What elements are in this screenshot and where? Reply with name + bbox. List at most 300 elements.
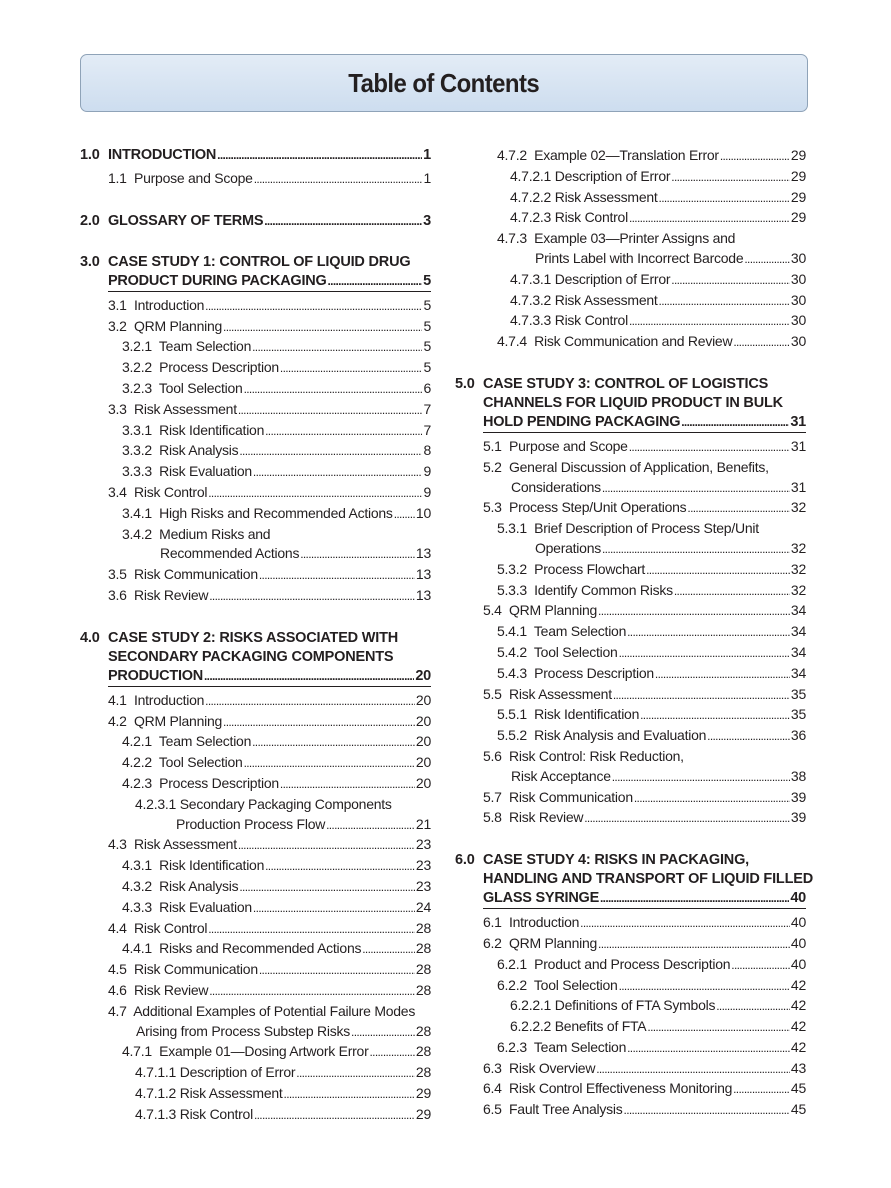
- toc-entry[interactable]: [80, 753, 431, 774]
- toc-entry[interactable]: [80, 981, 431, 1002]
- toc-entry-line: [455, 478, 806, 499]
- entry-label: 4.7.3.3 Risk Control: [510, 312, 628, 329]
- toc-title-banner: [80, 54, 808, 112]
- toc-entry[interactable]: [455, 560, 806, 581]
- toc-entry[interactable]: [80, 835, 431, 856]
- toc-entry[interactable]: [455, 581, 806, 602]
- toc-entry-line: [80, 712, 431, 733]
- dot-leader: [647, 1018, 790, 1038]
- toc-entry-line: [80, 835, 431, 856]
- toc-entry[interactable]: [80, 691, 431, 712]
- dot-leader: [252, 733, 415, 753]
- dot-leader: [598, 602, 790, 622]
- toc-entry[interactable]: [80, 774, 431, 795]
- page-number: 31: [790, 478, 806, 495]
- toc-entry[interactable]: [80, 732, 431, 753]
- chapter-title-line: [108, 272, 431, 292]
- chapter-title: [108, 212, 431, 231]
- dot-leader: [259, 566, 415, 586]
- chapter-title-line: SECONDARY PACKAGING COMPONENTS: [108, 648, 394, 665]
- entry-label: 6.4 Risk Control Effectiveness Monitoring: [483, 1080, 733, 1097]
- chapter-title-line: [483, 889, 806, 909]
- toc-entry-line: [80, 565, 431, 586]
- chapter-number: 6.0: [455, 852, 475, 869]
- page-number: 30: [790, 312, 806, 329]
- toc-entry[interactable]: [80, 441, 431, 462]
- page-number: 31: [790, 437, 806, 454]
- page-number: 21: [415, 815, 431, 832]
- dot-leader: [629, 312, 790, 332]
- toc-entry-line: [455, 188, 806, 209]
- chapter-title-line: CASE STUDY 1: CONTROL OF LIQUID DRUG: [108, 253, 411, 270]
- dot-leader: [612, 768, 790, 788]
- toc-entry[interactable]: [455, 1079, 806, 1100]
- page-number: 28: [415, 1022, 431, 1039]
- dot-leader: [252, 338, 422, 358]
- dot-leader: [209, 982, 415, 1002]
- toc-entry[interactable]: [80, 462, 431, 483]
- toc-entry[interactable]: [455, 1038, 806, 1059]
- entry-label: 5.1 Purpose and Scope: [483, 437, 628, 454]
- entry-label: 4.7.2.1 Description of Error: [510, 167, 671, 184]
- toc-entry-line: [80, 1042, 431, 1063]
- chapter-title: [108, 146, 431, 165]
- page-number: 8: [423, 442, 431, 459]
- page-number: 20: [415, 667, 431, 684]
- page-number: 28: [415, 919, 431, 936]
- entry-label: 6.2.1 Product and Process Description: [497, 955, 731, 972]
- page-number: 6: [423, 379, 431, 396]
- page-number: 42: [790, 1038, 806, 1055]
- page-number: 34: [790, 602, 806, 619]
- dot-leader: [326, 816, 415, 836]
- entry-label: PRODUCTION: [108, 667, 203, 684]
- toc-chapter[interactable]: [80, 629, 431, 687]
- dot-leader: [671, 271, 790, 291]
- entry-label: 4.3.1 Risk Identification: [122, 857, 265, 874]
- page-number: 32: [790, 560, 806, 577]
- entry-label: 4.3.3 Risk Evaluation: [122, 898, 252, 915]
- entry-label: 3.3.3 Risk Evaluation: [122, 463, 252, 480]
- toc-entry[interactable]: [80, 400, 431, 421]
- dot-leader: [598, 935, 790, 955]
- entry-label: 4.7.1.2 Risk Assessment: [135, 1084, 283, 1101]
- entry-label: 5.5.1 Risk Identification: [497, 706, 640, 723]
- toc-entry-line: [80, 732, 431, 753]
- toc-entry-line: [80, 504, 431, 525]
- entry-label: 4.7.2.3 Risk Control: [510, 209, 628, 226]
- entry-label: 5.4 QRM Planning: [483, 602, 598, 619]
- toc-entry[interactable]: [80, 565, 431, 586]
- page-number: 40: [790, 955, 806, 972]
- toc-entry[interactable]: [455, 458, 806, 499]
- dot-leader: [629, 438, 790, 458]
- dot-leader: [619, 977, 790, 997]
- entry-label: 4.7.3.1 Description of Error: [510, 270, 671, 287]
- toc-entry[interactable]: [80, 379, 431, 400]
- toc-entry[interactable]: [455, 913, 806, 934]
- toc-chapter[interactable]: [455, 851, 813, 909]
- entry-label: 4.5 Risk Communication: [108, 961, 258, 978]
- chapter-title-line: CASE STUDY 3: CONTROL OF LOGISTICS: [483, 375, 769, 392]
- page-number: 30: [790, 249, 806, 266]
- toc-entry[interactable]: [80, 586, 431, 607]
- page-number: 5: [423, 338, 431, 355]
- chapter-title-line: CASE STUDY 4: RISKS IN PACKAGING,: [483, 852, 749, 869]
- dot-leader: [716, 997, 790, 1017]
- dot-leader: [394, 505, 415, 525]
- toc-entry[interactable]: [455, 270, 806, 291]
- toc-entry[interactable]: [455, 311, 806, 332]
- page-number: 35: [790, 706, 806, 723]
- chapter-number: 4.0: [80, 629, 100, 646]
- toc-entry-line: [455, 1079, 806, 1100]
- dot-leader: [634, 789, 790, 809]
- toc-entry-line: [455, 955, 806, 976]
- page-number: 28: [415, 961, 431, 978]
- page-number: 32: [790, 539, 806, 556]
- toc-entry[interactable]: [455, 167, 806, 188]
- dot-leader: [370, 1043, 415, 1063]
- entry-label: 5.4.1 Team Selection: [497, 623, 627, 640]
- toc-entry[interactable]: [455, 664, 806, 685]
- entry-label: 5.5.2 Risk Analysis and Evaluation: [497, 727, 707, 744]
- dot-leader: [580, 914, 790, 934]
- toc-entry-line: [80, 898, 431, 919]
- toc-entry-line: [80, 960, 431, 981]
- dot-leader: [733, 1080, 790, 1100]
- toc-entry[interactable]: [455, 808, 806, 829]
- page-number: 42: [790, 976, 806, 993]
- entry-label: 3.3 Risk Assessment: [108, 400, 237, 417]
- toc-entry[interactable]: [455, 788, 806, 809]
- toc-entry[interactable]: [455, 146, 806, 167]
- toc-entry[interactable]: [80, 525, 431, 566]
- toc-entry-line: [80, 337, 431, 358]
- entry-label: 3.2.1 Team Selection: [122, 338, 252, 355]
- page-number: 20: [415, 712, 431, 729]
- toc-entry[interactable]: [80, 296, 431, 317]
- dot-leader: [600, 889, 789, 908]
- page-number: 34: [790, 623, 806, 640]
- chapter-number: 3.0: [80, 253, 100, 270]
- toc-entry-line: [455, 934, 806, 955]
- dot-leader: [209, 587, 415, 607]
- toc-entry-line: [455, 270, 806, 291]
- toc-entry-line: [455, 291, 806, 312]
- dot-leader: [674, 582, 790, 602]
- toc-entry-line: [80, 462, 431, 483]
- toc-entry-line: [455, 1017, 806, 1038]
- page-number: 20: [415, 774, 431, 791]
- page-number: 23: [415, 836, 431, 853]
- toc-entry[interactable]: [80, 939, 431, 960]
- toc-entry-line: [455, 1100, 806, 1121]
- toc-entry[interactable]: [455, 705, 806, 726]
- dot-leader: [244, 380, 423, 400]
- entry-label: 3.4.1 High Risks and Recommended Actions: [122, 504, 393, 521]
- page-number: 40: [790, 914, 806, 931]
- toc-entry[interactable]: [80, 898, 431, 919]
- entry-label: 5.8 Risk Review: [483, 809, 584, 826]
- page-number: 31: [790, 413, 806, 430]
- page-number: 7: [423, 421, 431, 438]
- entry-label: 5.6 Risk Control: Risk Reduction,: [483, 747, 684, 764]
- toc-chapter[interactable]: [80, 253, 431, 292]
- entry-label: 4.2.3.1 Secondary Packaging Components: [135, 795, 392, 812]
- page-number: 30: [790, 291, 806, 308]
- toc-entry[interactable]: [455, 229, 806, 270]
- toc-entry[interactable]: [455, 1017, 806, 1038]
- chapter-title: [108, 253, 431, 292]
- toc-chapter[interactable]: [455, 375, 806, 433]
- page-number: 32: [790, 581, 806, 598]
- page-number: 29: [790, 167, 806, 184]
- page-number: 13: [415, 586, 431, 603]
- chapter-title-line: HANDLING AND TRANSPORT OF LIQUID FILLED: [483, 871, 813, 888]
- entry-label: INTRODUCTION: [108, 147, 217, 163]
- entry-label: 4.7 Additional Examples of Potential Failure Modes: [108, 1002, 416, 1019]
- toc-entry[interactable]: [80, 795, 431, 836]
- entry-label: Considerations: [511, 478, 601, 495]
- entry-label: 6.5 Fault Tree Analysis: [483, 1101, 623, 1118]
- toc-entry-line: [80, 586, 431, 607]
- entry-label: HOLD PENDING PACKAGING: [483, 413, 681, 430]
- toc-chapter[interactable]: [80, 212, 431, 231]
- dot-leader: [253, 463, 423, 483]
- page-number: 5: [423, 359, 431, 376]
- entry-label: 6.3 Risk Overview: [483, 1059, 596, 1076]
- entry-label: 3.1 Introduction: [108, 296, 205, 313]
- toc-entry[interactable]: [455, 643, 806, 664]
- toc-entry[interactable]: [455, 519, 806, 560]
- toc-entry-line: [455, 976, 806, 997]
- toc-entry[interactable]: [80, 483, 431, 504]
- entry-label: 5.7 Risk Communication: [483, 788, 633, 805]
- page-number: 39: [790, 809, 806, 826]
- entry-label: 4.7.3.2 Risk Assessment: [510, 291, 658, 308]
- toc-entry-line: [80, 169, 431, 190]
- dot-leader: [208, 484, 422, 504]
- toc-entry[interactable]: [80, 919, 431, 940]
- entry-label: 5.3.3 Identify Common Risks: [497, 581, 673, 598]
- chapter-number: 5.0: [455, 375, 475, 392]
- dot-leader: [239, 442, 422, 462]
- page-number: 32: [790, 499, 806, 516]
- page-number: 42: [790, 1018, 806, 1035]
- toc-entry[interactable]: [80, 1084, 431, 1105]
- toc-entry[interactable]: [455, 291, 806, 312]
- chapter-title: [108, 629, 431, 687]
- dot-leader: [619, 644, 790, 664]
- entry-label: 4.2.3 Process Description: [122, 774, 279, 791]
- toc-entry[interactable]: [80, 358, 431, 379]
- toc-entry[interactable]: [455, 1059, 806, 1080]
- page-number: 20: [415, 733, 431, 750]
- toc-entry-line: [80, 358, 431, 379]
- entry-label: Risk Acceptance: [511, 767, 611, 784]
- dot-leader: [627, 623, 790, 643]
- toc-entry-line: [80, 483, 431, 504]
- entry-label: 5.3.2 Process Flowchart: [497, 560, 646, 577]
- toc-entry[interactable]: [80, 1105, 431, 1126]
- toc-entry-line: [455, 332, 806, 353]
- dot-leader: [204, 667, 414, 686]
- dot-leader: [351, 1023, 415, 1043]
- toc-entry-line: [80, 981, 431, 1002]
- toc-chapter[interactable]: [80, 146, 431, 165]
- page-number: 36: [790, 727, 806, 744]
- dot-leader: [707, 727, 790, 747]
- toc-entry[interactable]: [455, 996, 806, 1017]
- dot-leader: [659, 189, 790, 209]
- toc-column-right: [455, 146, 813, 1121]
- toc-entry[interactable]: [455, 332, 806, 353]
- entry-label: 4.4.1 Risks and Recommended Actions: [122, 940, 362, 957]
- entry-label: Production Process Flow: [176, 815, 326, 832]
- entry-label: 6.2 QRM Planning: [483, 934, 598, 951]
- toc-entry-line: [455, 311, 806, 332]
- entry-label: Recommended Actions: [160, 545, 300, 562]
- dot-leader: [280, 775, 415, 795]
- dot-leader: [659, 292, 790, 312]
- toc-entry[interactable]: [455, 622, 806, 643]
- dot-leader: [254, 170, 423, 190]
- toc-entry[interactable]: [455, 685, 806, 706]
- entry-label: 5.4.3 Process Description: [497, 664, 654, 681]
- entry-label: PRODUCT DURING PACKAGING: [108, 272, 327, 289]
- page-number: 34: [790, 664, 806, 681]
- page-number: 7: [423, 400, 431, 417]
- dot-leader: [265, 422, 422, 442]
- page-number: 40: [790, 890, 806, 907]
- entry-label: 3.2.3 Tool Selection: [122, 379, 243, 396]
- toc-entry[interactable]: [455, 437, 806, 458]
- chapter-title-line: [108, 667, 431, 687]
- toc-entry-line: [455, 767, 806, 788]
- toc-entry[interactable]: [80, 1063, 431, 1084]
- page-number: 3: [423, 212, 431, 229]
- toc-entry[interactable]: [455, 747, 806, 788]
- toc-entry-line: [455, 643, 806, 664]
- toc-entry-line: [455, 437, 806, 458]
- dot-leader: [205, 297, 422, 317]
- page-number: 10: [415, 504, 431, 521]
- page-number: 40: [790, 934, 806, 951]
- page-number: 29: [790, 147, 806, 163]
- page-number: 1: [423, 170, 431, 186]
- toc-entry[interactable]: [455, 208, 806, 229]
- entry-label: 4.2 QRM Planning: [108, 712, 223, 729]
- dot-leader: [733, 333, 790, 353]
- page-number: 29: [415, 1084, 431, 1101]
- toc-entry[interactable]: [80, 169, 431, 190]
- dot-leader: [254, 1106, 415, 1126]
- toc-entry-line: [455, 664, 806, 685]
- toc-entry[interactable]: [80, 337, 431, 358]
- toc-entry-line: [80, 317, 431, 338]
- toc-entry[interactable]: [80, 421, 431, 442]
- dot-leader: [223, 318, 422, 338]
- dot-leader: [629, 209, 790, 229]
- dot-leader: [731, 956, 790, 976]
- entry-label: 3.2 QRM Planning: [108, 317, 223, 334]
- page-number: 30: [790, 333, 806, 350]
- page-number: 5: [423, 296, 431, 313]
- toc-entry-line: [455, 808, 806, 829]
- toc-entry[interactable]: [80, 1042, 431, 1063]
- toc-entry[interactable]: [455, 726, 806, 747]
- chapter-title-line: [108, 146, 431, 165]
- toc-entry[interactable]: [455, 498, 806, 519]
- toc-entry[interactable]: [455, 601, 806, 622]
- entry-label: 4.3 Risk Assessment: [108, 836, 237, 853]
- dot-leader: [265, 857, 415, 877]
- entry-label: 5.3 Process Step/Unit Operations: [483, 499, 687, 516]
- toc-entry-line: [80, 753, 431, 774]
- page-number: 34: [790, 643, 806, 660]
- toc-entry[interactable]: [80, 504, 431, 525]
- toc-entry[interactable]: [455, 934, 806, 955]
- entry-label: 4.7.1 Example 01—Dosing Artwork Error: [122, 1043, 369, 1060]
- entry-label: Operations: [535, 539, 601, 556]
- dot-leader: [720, 147, 790, 167]
- page-number: 24: [415, 898, 431, 915]
- toc-entry[interactable]: [80, 712, 431, 733]
- page-number: 39: [790, 788, 806, 805]
- toc-entry-line: [455, 996, 806, 1017]
- entry-label: 3.5 Risk Communication: [108, 566, 258, 583]
- entry-label: 5.3.1 Brief Description of Process Step/Unit: [497, 520, 759, 537]
- chapter-title: [483, 851, 813, 909]
- dot-leader: [362, 940, 415, 960]
- toc-entry-line: [455, 1038, 806, 1059]
- toc-entry[interactable]: [455, 1100, 806, 1121]
- dot-leader: [223, 713, 415, 733]
- toc-entry[interactable]: [80, 317, 431, 338]
- page-number: 42: [790, 997, 806, 1014]
- entry-label: 4.4 Risk Control: [108, 919, 208, 936]
- page-number: 13: [415, 566, 431, 583]
- toc-entry-line: [80, 919, 431, 940]
- toc-entry[interactable]: [80, 856, 431, 877]
- toc-entry[interactable]: [455, 188, 806, 209]
- dot-leader: [613, 686, 790, 706]
- entry-label: 3.3.1 Risk Identification: [122, 421, 265, 438]
- dot-leader: [259, 961, 415, 981]
- toc-entry-line: [80, 815, 431, 836]
- entry-label: 6.2.2 Tool Selection: [497, 976, 618, 993]
- page-number: 28: [415, 981, 431, 998]
- toc-entry[interactable]: [455, 955, 806, 976]
- toc-entry[interactable]: [80, 960, 431, 981]
- toc-entry-line: [80, 1105, 431, 1126]
- dot-leader: [253, 899, 415, 919]
- dot-leader: [208, 920, 415, 940]
- toc-entry[interactable]: [455, 976, 806, 997]
- toc-entry[interactable]: [80, 877, 431, 898]
- entry-label: 5.4.2 Tool Selection: [497, 643, 618, 660]
- entry-label: 3.6 Risk Review: [108, 586, 209, 603]
- entry-label: 6.1 Introduction: [483, 914, 580, 931]
- toc-entry[interactable]: [80, 1002, 431, 1043]
- toc-entry-line: [455, 581, 806, 602]
- page-title: Table of Contents: [348, 67, 540, 98]
- entry-label: Prints Label with Incorrect Barcode: [535, 249, 744, 266]
- dot-leader: [687, 499, 790, 519]
- entry-label: 4.2.1 Team Selection: [122, 733, 252, 750]
- page-number: 23: [415, 857, 431, 874]
